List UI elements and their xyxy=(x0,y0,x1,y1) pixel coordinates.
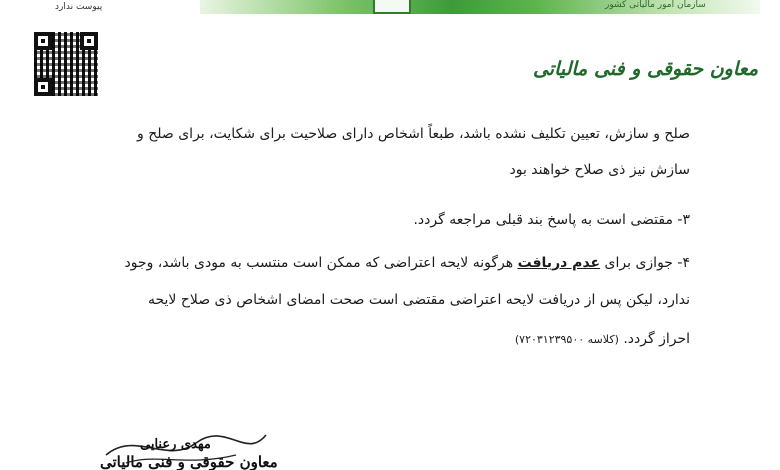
body-line-5: ندارد، لیکن پس از دریافت لایحه اعتراضی مقتضی است صحت امضای اشخاص ذی صلاح لایحه xyxy=(147,292,690,308)
emblem-logo-icon xyxy=(373,0,411,14)
page-title: معاون حقوقی و فنی مالیاتی xyxy=(532,58,758,80)
body-line-4-post: هرگونه لایحه اعتراضی که ممکن است منتسب به مودی باشد، وجود xyxy=(124,255,514,271)
signatory-name: مهدی رعنایی xyxy=(140,437,211,452)
case-citation: (کلاسه ۷۲۰۳۱۲۳۹۵۰۰) xyxy=(514,333,619,346)
qr-code-icon xyxy=(34,32,98,96)
signatory-role: معاون حقوقی و فنی مالیاتی xyxy=(100,453,278,470)
body-line-4 xyxy=(124,255,690,271)
body-line-1: صلح و سازش، تعیین تکلیف نشده باشد، طبعاً اشخاص دارای صلاحیت برای شکایت، برای صلح و xyxy=(137,126,690,142)
body-line-2: سازش نیز ذی صلاح خواهند بود xyxy=(509,162,690,178)
header-caption: سازمان امور مالیاتی کشور xyxy=(605,0,706,10)
body-line-3: ۳- مقتضی است به پاسخ بند قبلی مراجعه گردد. xyxy=(413,212,690,228)
attachment-note: پیوست ندارد xyxy=(55,2,103,12)
body-line-6 xyxy=(515,331,690,347)
emphasized-term: عدم دریافت xyxy=(517,255,601,271)
body-line-4-pre: ۴- جوازی برای xyxy=(604,255,690,271)
body-line-6-text: احراز گردد. xyxy=(623,331,690,347)
